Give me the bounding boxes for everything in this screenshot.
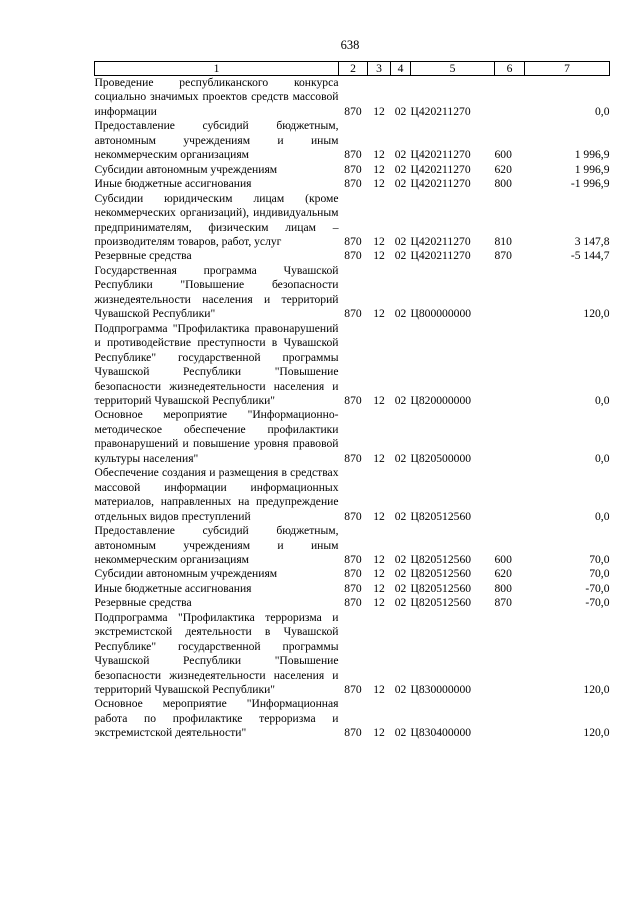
header-col-name: 1: [95, 62, 339, 76]
row-gr: 870: [344, 726, 362, 740]
row-sum: -5 144,7: [570, 249, 610, 263]
table-row: [95, 567, 610, 581]
row-rz: 12: [373, 249, 385, 263]
row-pr: 02: [394, 552, 407, 566]
row-rz: 12: [373, 726, 385, 740]
row-cs: Ц830000000: [410, 683, 472, 697]
row-sum: 70,0: [589, 567, 610, 581]
table-row: [95, 163, 610, 177]
row-sum: 120,0: [583, 307, 610, 321]
row-pr: 02: [394, 104, 407, 118]
table-row: [95, 76, 610, 120]
row-vr: [495, 697, 525, 740]
row-name: Обеспечение создания и размещения в средствах массовой информации информационных материалов, направленных на предупреждение отдельных видов преступлений: [94, 466, 339, 523]
row-rz: 12: [373, 509, 385, 523]
row-rz: 12: [373, 567, 385, 581]
row-gr: 870: [344, 552, 362, 566]
row-vr: 600: [494, 148, 512, 162]
row-sum: 120,0: [583, 726, 610, 740]
header-col-gr: 2: [339, 62, 368, 76]
row-name: Основное мероприятие "Информационно-методическое обеспечение профилактики правонарушений и повышение уровня правовой культуры населения": [94, 408, 339, 465]
row-pr: 02: [394, 726, 407, 740]
row-sum: 1 996,9: [574, 162, 610, 176]
row-pr: 02: [394, 581, 407, 595]
table-row: [95, 582, 610, 596]
row-name: Предоставление субсидий бюджетным, автономным учреждениям и иным некоммерческим организациям: [94, 119, 339, 162]
row-gr: 870: [344, 249, 362, 263]
row-name: Государственная программа Чувашской Республики "Повышение безопасности жизнедеятельности населения и территорий Чувашской Республики": [94, 263, 339, 321]
row-gr: 870: [344, 162, 362, 176]
budget-table: [94, 61, 610, 741]
row-cs: Ц820500000: [410, 451, 472, 465]
row-pr: 02: [394, 177, 407, 191]
row-vr: [495, 76, 525, 120]
row-name: Резервные средства: [94, 596, 192, 610]
row-gr: 870: [344, 104, 362, 118]
row-sum: 0,0: [595, 393, 610, 407]
row-sum: 0,0: [595, 451, 610, 465]
row-vr: 800: [494, 581, 512, 595]
row-name: Иные бюджетные ассигнования: [94, 177, 252, 191]
header-col-cs: 5: [411, 62, 495, 76]
row-rz: 12: [373, 148, 385, 162]
row-cs: Ц420211270: [410, 162, 471, 176]
row-sum: 3 147,8: [574, 234, 610, 248]
row-vr: 870: [494, 596, 512, 610]
header-col-sum: 7: [525, 62, 610, 76]
row-gr: 870: [344, 307, 362, 321]
row-sum: 120,0: [583, 683, 610, 697]
row-sum: 0,0: [595, 104, 610, 118]
row-rz: 12: [373, 552, 385, 566]
row-cs: Ц420211270: [410, 177, 471, 191]
row-name: Резервные средства: [94, 249, 192, 263]
table-row: [95, 596, 610, 610]
row-cs: Ц420211270: [410, 104, 471, 118]
table-row: [95, 322, 610, 409]
table-row: [95, 466, 610, 524]
row-name: Подпрограмма "Профилактика правонарушений и противодействие преступности в Чувашской Республике" государственной программы Чувашской Республики "Повышение безопасности жизнедеятельности населения и территорий Чувашской Республики": [94, 321, 339, 407]
row-name: Субсидии юридическим лицам (кроме некоммерческих организаций), индивидуальным предпринимателям, физическим лицам – производителям товаров, работ, услуг: [94, 191, 339, 248]
table-row: [95, 264, 610, 322]
row-rz: 12: [373, 162, 385, 176]
row-gr: 870: [344, 596, 362, 610]
table-row: [95, 697, 610, 740]
row-rz: 12: [373, 177, 385, 191]
row-cs: Ц820512560: [410, 596, 472, 610]
table-header-row: [95, 62, 610, 76]
row-name: Предоставление субсидий бюджетным, автономным учреждениям и иным некоммерческим организациям: [94, 524, 339, 566]
row-vr: 810: [494, 234, 512, 248]
row-gr: 870: [344, 567, 362, 581]
row-cs: Ц820512560: [410, 552, 472, 566]
row-vr: [495, 466, 525, 524]
table-row: [95, 192, 610, 250]
row-rz: 12: [373, 683, 385, 697]
row-rz: 12: [373, 393, 385, 407]
row-name: Субсидии автономным учреждениям: [94, 162, 278, 176]
row-gr: 870: [344, 451, 362, 465]
row-pr: 02: [394, 307, 407, 321]
row-vr: 620: [494, 567, 512, 581]
row-vr: [495, 264, 525, 322]
header-col-pr: 4: [391, 62, 411, 76]
row-cs: Ц420211270: [410, 148, 471, 162]
row-sum: -1 996,9: [570, 177, 610, 191]
row-rz: 12: [373, 104, 385, 118]
row-name: Иные бюджетные ассигнования: [94, 581, 252, 595]
table-row: [95, 408, 610, 466]
row-cs: Ц820512560: [410, 581, 472, 595]
row-name: Подпрограмма "Профилактика терроризма и экстремистской деятельности в Чувашской Республике" государственной программы Чувашской Республики "Повышение безопасности жизнедеятельности населения и территорий Чувашской Республики": [94, 610, 339, 697]
row-gr: 870: [344, 234, 362, 248]
row-cs: Ц420211270: [410, 234, 471, 248]
row-sum: 1 996,9: [574, 148, 610, 162]
header-col-rz: 3: [368, 62, 391, 76]
table-row: [95, 177, 610, 191]
row-cs: Ц420211270: [410, 249, 471, 263]
row-name: Субсидии автономным учреждениям: [94, 567, 278, 581]
row-cs: Ц820512560: [410, 567, 472, 581]
row-vr: 870: [494, 249, 512, 263]
row-cs: Ц800000000: [410, 307, 472, 321]
row-gr: 870: [344, 581, 362, 595]
row-vr: 600: [494, 552, 512, 566]
table-row: [95, 119, 610, 162]
row-gr: 870: [344, 393, 362, 407]
row-pr: 02: [394, 451, 407, 465]
row-sum: 0,0: [595, 509, 610, 523]
row-vr: [495, 408, 525, 466]
row-cs: Ц830400000: [410, 726, 472, 740]
row-pr: 02: [394, 683, 407, 697]
row-gr: 870: [344, 148, 362, 162]
row-pr: 02: [394, 567, 407, 581]
row-name: Основное мероприятие "Информационная работа по профилактике терроризма и экстремистской деятельности": [94, 697, 339, 740]
row-cs: Ц820512560: [410, 509, 472, 523]
row-rz: 12: [373, 581, 385, 595]
table-row: [95, 249, 610, 263]
table-body: [95, 76, 610, 741]
row-sum: -70,0: [585, 596, 610, 610]
row-pr: 02: [394, 249, 407, 263]
row-rz: 12: [373, 307, 385, 321]
row-gr: 870: [344, 683, 362, 697]
row-cs: Ц820000000: [410, 393, 472, 407]
row-sum: -70,0: [585, 581, 610, 595]
row-name: Проведение республиканского конкурса социально значимых проектов средств массовой информации: [94, 76, 339, 118]
row-gr: 870: [344, 509, 362, 523]
row-pr: 02: [394, 234, 407, 248]
table-row: [95, 611, 610, 698]
row-vr: 620: [494, 162, 512, 176]
row-sum: 70,0: [589, 552, 610, 566]
row-pr: 02: [394, 148, 407, 162]
row-rz: 12: [373, 596, 385, 610]
row-vr: 800: [494, 177, 512, 191]
row-pr: 02: [394, 393, 407, 407]
row-rz: 12: [373, 234, 385, 248]
row-pr: 02: [394, 162, 407, 176]
table-row: [95, 524, 610, 567]
row-vr: [495, 322, 525, 409]
row-vr: [495, 611, 525, 698]
row-gr: 870: [344, 177, 362, 191]
row-rz: 12: [373, 451, 385, 465]
row-pr: 02: [394, 596, 407, 610]
page-number: 638: [340, 38, 360, 52]
row-pr: 02: [394, 509, 407, 523]
header-col-vr: 6: [495, 62, 525, 76]
